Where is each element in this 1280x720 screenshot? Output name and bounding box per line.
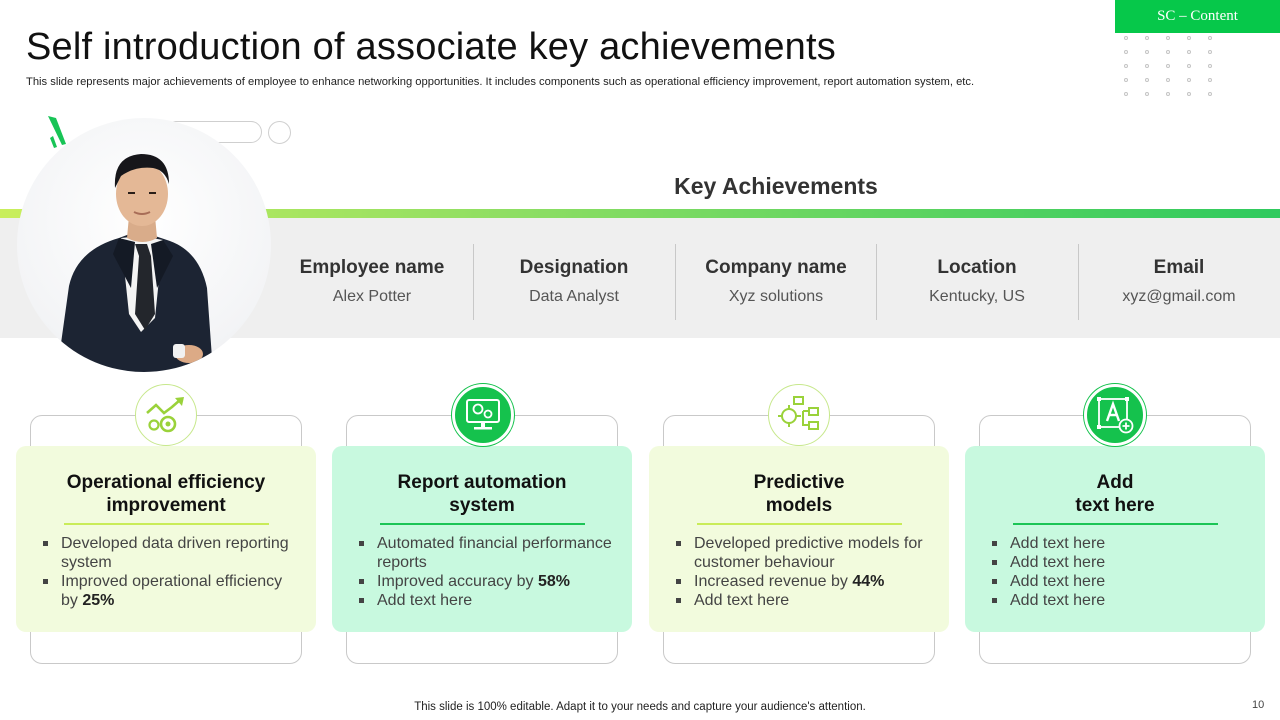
profile-field-employee-name bbox=[272, 246, 472, 306]
list-item: Add text here bbox=[676, 591, 931, 610]
grid-dot bbox=[1124, 50, 1128, 54]
list-item: Increased revenue by 44% bbox=[676, 572, 931, 591]
grid-dot bbox=[1208, 36, 1212, 40]
list-item: Improved accuracy by 58% bbox=[359, 572, 614, 591]
employee-photo bbox=[17, 118, 271, 372]
dot-grid-decoration bbox=[1124, 36, 1224, 100]
profile-field-email bbox=[1079, 246, 1279, 306]
section-tab[interactable]: SC – Content bbox=[1115, 0, 1280, 33]
profile-field-location bbox=[877, 246, 1077, 306]
profile-field-company-name bbox=[676, 246, 876, 306]
spark-accent-icon bbox=[44, 114, 72, 150]
card-title-line: system bbox=[449, 495, 515, 516]
list-item: Add text here bbox=[992, 534, 1247, 553]
page-number: 10 bbox=[1252, 699, 1265, 711]
list-item: Add text here bbox=[359, 591, 614, 610]
highlight-value: 44% bbox=[852, 573, 885, 590]
grid-dot bbox=[1187, 36, 1191, 40]
grid-dot bbox=[1187, 50, 1191, 54]
title-underline bbox=[64, 523, 269, 525]
grid-dot bbox=[1187, 64, 1191, 68]
monitor-settings-icon bbox=[452, 384, 514, 446]
footer-note: This slide is 100% editable. Adapt it to your needs and capture your audience's attention. bbox=[414, 701, 866, 713]
title-underline bbox=[1013, 523, 1218, 525]
field-value: Data Analyst bbox=[529, 288, 619, 305]
card-content bbox=[965, 471, 1265, 610]
grid-dot bbox=[1166, 64, 1170, 68]
card-title bbox=[332, 471, 632, 517]
field-value: Alex Potter bbox=[332, 288, 412, 305]
card-title bbox=[16, 471, 316, 517]
profile-field-designation bbox=[474, 246, 674, 306]
card-title-line: Add bbox=[1096, 472, 1134, 493]
field-value: Kentucky, US bbox=[929, 288, 1025, 305]
field-label: Location bbox=[937, 257, 1017, 278]
card-content bbox=[332, 471, 632, 610]
grid-dot bbox=[1166, 78, 1170, 82]
grid-dot bbox=[1124, 78, 1128, 82]
grid-dot bbox=[1166, 50, 1170, 54]
grid-dot bbox=[1145, 64, 1149, 68]
gears-growth-icon bbox=[135, 384, 197, 446]
grid-dot bbox=[1145, 92, 1149, 96]
grid-dot bbox=[1208, 64, 1212, 68]
card-title bbox=[965, 471, 1265, 517]
bullet-list bbox=[16, 534, 316, 610]
grid-dot bbox=[1208, 92, 1212, 96]
card-title-line: improvement bbox=[106, 495, 226, 516]
field-label: Email bbox=[1153, 257, 1205, 278]
highlight-value: 58% bbox=[537, 573, 570, 590]
grid-dot bbox=[1124, 92, 1128, 96]
field-label: Designation bbox=[519, 257, 629, 278]
grid-dot bbox=[1187, 92, 1191, 96]
card-title bbox=[649, 471, 949, 517]
card-title-line: Report automation bbox=[397, 472, 567, 493]
circle-decoration bbox=[268, 121, 291, 144]
list-item: Add text here bbox=[992, 591, 1247, 610]
list-item: Automated financial performance reports bbox=[359, 534, 614, 572]
list-item: Add text here bbox=[992, 553, 1247, 572]
list-item: Developed data driven reporting system bbox=[43, 534, 298, 572]
list-item: Developed predictive models for customer behaviour bbox=[676, 534, 931, 572]
card-title-line: models bbox=[765, 495, 833, 516]
card-title-line: Operational efficiency bbox=[66, 472, 266, 493]
grid-dot bbox=[1208, 78, 1212, 82]
card-title-line: Predictive bbox=[753, 472, 845, 493]
grid-dot bbox=[1187, 78, 1191, 82]
grid-dot bbox=[1145, 50, 1149, 54]
brain-flowchart-icon bbox=[768, 384, 830, 446]
card-content bbox=[16, 471, 316, 610]
list-item: Improved operational efficiency by 25% bbox=[43, 572, 298, 610]
title-underline bbox=[697, 523, 902, 525]
person-portrait-icon bbox=[17, 118, 271, 372]
grid-dot bbox=[1145, 36, 1149, 40]
section-heading: Key Achievements bbox=[674, 173, 878, 199]
field-label: Employee name bbox=[299, 257, 445, 278]
bullet-list bbox=[649, 534, 949, 610]
field-label: Company name bbox=[705, 257, 847, 278]
slide-title: Self introduction of associate key achievements bbox=[26, 26, 836, 68]
grid-dot bbox=[1166, 92, 1170, 96]
grid-dot bbox=[1124, 64, 1128, 68]
grid-dot bbox=[1145, 78, 1149, 82]
add-text-icon bbox=[1084, 384, 1146, 446]
bullet-list bbox=[332, 534, 632, 610]
list-item: Add text here bbox=[992, 572, 1247, 591]
grid-dot bbox=[1208, 50, 1212, 54]
field-value: Xyz solutions bbox=[728, 288, 824, 305]
grid-dot bbox=[1124, 36, 1128, 40]
title-underline bbox=[380, 523, 585, 525]
card-content bbox=[649, 471, 949, 610]
grid-dot bbox=[1166, 36, 1170, 40]
slide-subtitle: This slide represents major achievements of employee to enhance networking opportunities. It includes components such as operational efficiency improvement, report automation system, etc. bbox=[26, 76, 975, 88]
card-title-line: text here bbox=[1075, 495, 1155, 516]
highlight-value: 25% bbox=[82, 592, 115, 609]
bullet-list bbox=[965, 534, 1265, 610]
field-value[interactable]: xyz@gmail.com bbox=[1122, 288, 1236, 305]
